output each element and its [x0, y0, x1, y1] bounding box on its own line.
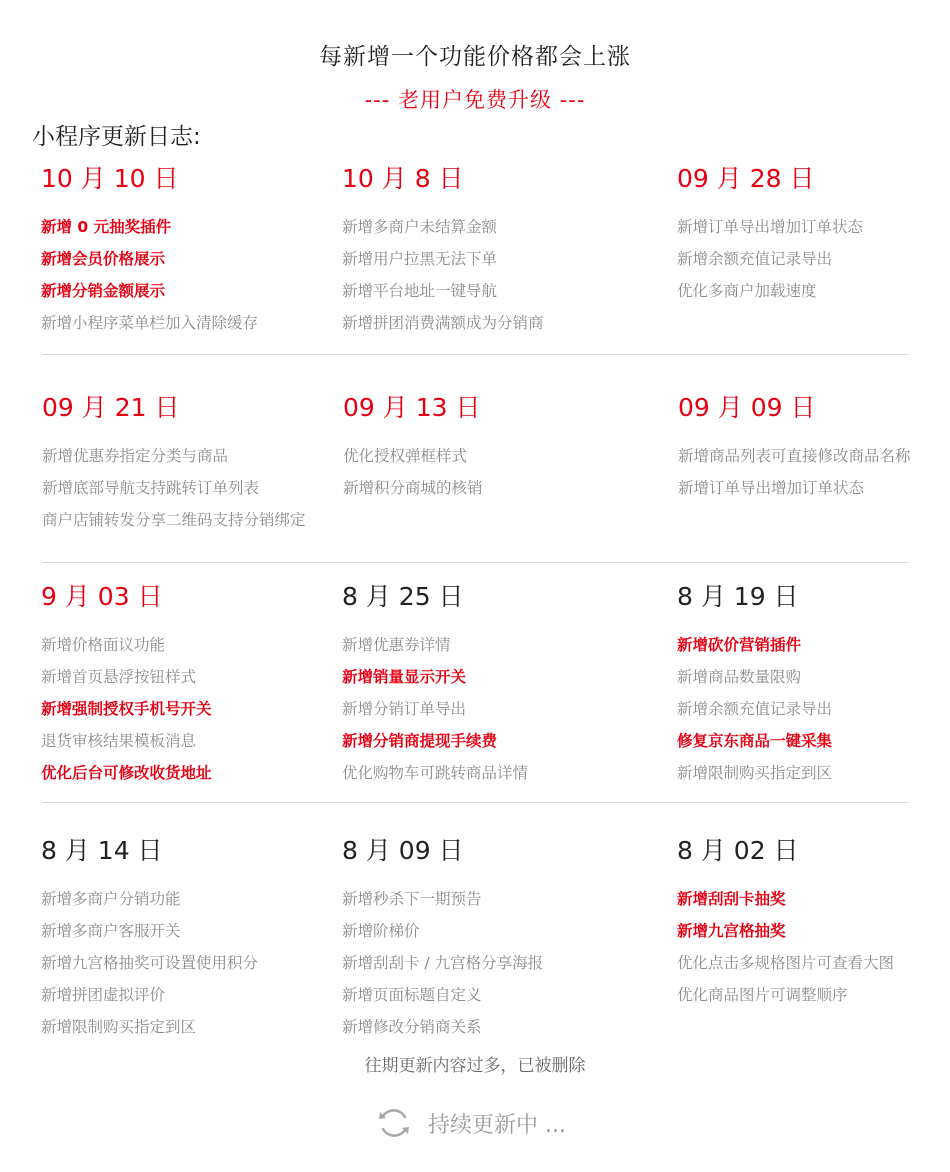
ongoing-status	[376, 1103, 566, 1143]
update-item: 新增订单导出增加订单状态	[677, 218, 864, 236]
date-heading: 09 月 09 日	[678, 393, 816, 422]
headline: 每新增一个功能价格都会上涨	[319, 44, 631, 70]
date-heading: 8 月 25 日	[342, 582, 464, 611]
update-column	[677, 836, 894, 1011]
update-column	[42, 393, 306, 536]
ongoing-label: 持续更新中 ...	[428, 1112, 566, 1138]
update-item: 新增会员价格展示	[41, 250, 166, 268]
update-list	[41, 629, 212, 789]
update-column	[41, 582, 212, 789]
update-column	[677, 582, 832, 789]
update-item: 新增强制授权手机号开关	[41, 700, 212, 718]
update-item: 新增余额充值记录导出	[677, 700, 833, 718]
update-item: 新增刮刮卡 / 九宫格分享海报	[342, 954, 544, 972]
update-item: 新增多商户分销功能	[41, 890, 181, 908]
update-item: 优化点击多规格图片可查看大图	[677, 954, 895, 972]
update-item: 优化授权弹框样式	[343, 447, 468, 465]
date-heading: 09 月 28 日	[677, 164, 815, 193]
update-item: 退货审核结果模板消息	[41, 732, 197, 750]
update-list	[41, 211, 258, 339]
update-list	[342, 211, 544, 339]
update-item: 新增首页悬浮按钮样式	[41, 668, 197, 686]
update-item: 新增九宫格抽奖可设置使用积分	[41, 954, 259, 972]
update-list	[342, 883, 543, 1043]
update-item: 新增余额充值记录导出	[677, 250, 833, 268]
update-item: 优化后台可修改收货地址	[41, 764, 212, 782]
update-item: 新增优惠券指定分类与商品	[42, 447, 229, 465]
update-list	[677, 211, 863, 307]
update-column	[41, 164, 258, 339]
section-divider	[42, 562, 908, 563]
subline: --- 老用户免费升级 ---	[364, 88, 586, 112]
update-item: 新增平台地址一键导航	[342, 282, 498, 300]
update-item: 新增多商户客服开关	[41, 922, 181, 940]
update-column	[342, 164, 544, 339]
date-heading: 8 月 19 日	[677, 582, 799, 611]
update-column	[342, 582, 528, 789]
update-item: 商户店铺转发分享二维码支持分销绑定	[42, 511, 306, 529]
date-heading: 09 月 13 日	[343, 393, 481, 422]
update-column	[41, 836, 258, 1043]
update-item: 新增积分商城的核销	[343, 479, 483, 497]
update-item: 新增拼团消费满额成为分销商	[342, 314, 544, 332]
footer-note: 往期更新内容过多，已被删除	[364, 1056, 586, 1076]
update-list	[677, 883, 894, 1011]
update-item: 新增秒杀下一期预告	[342, 890, 482, 908]
update-column	[342, 836, 543, 1043]
update-column	[678, 393, 911, 504]
update-item: 新增商品数量限购	[677, 668, 802, 686]
update-item: 新增分销金额展示	[41, 282, 166, 300]
update-column	[343, 393, 483, 504]
update-item: 新增砍价营销插件	[677, 636, 802, 654]
update-item: 新增拼团虚拟评价	[41, 986, 166, 1004]
update-item: 新增分销订单导出	[342, 700, 467, 718]
update-item: 新增优惠券详情	[342, 636, 451, 654]
update-item: 新增 0 元抽奖插件	[41, 218, 172, 236]
refresh-icon	[376, 1105, 412, 1141]
date-heading: 10 月 8 日	[342, 164, 464, 193]
update-column	[677, 164, 863, 307]
update-item: 新增限制购买指定到区	[677, 764, 833, 782]
update-item: 新增底部导航支持跳转订单列表	[42, 479, 260, 497]
update-item: 新增订单导出增加订单状态	[678, 479, 865, 497]
log-title: 小程序更新日志:	[32, 124, 201, 150]
update-list	[41, 883, 258, 1043]
update-item: 新增页面标题自定义	[342, 986, 482, 1004]
date-heading: 10 月 10 日	[41, 164, 179, 193]
update-item: 修复京东商品一键采集	[677, 732, 833, 750]
update-item: 新增销量显示开关	[342, 668, 467, 686]
update-item: 新增小程序菜单栏加入清除缓存	[41, 314, 259, 332]
update-list	[42, 440, 306, 536]
update-item: 新增限制购买指定到区	[41, 1018, 197, 1036]
update-item: 新增刮刮卡抽奖	[677, 890, 786, 908]
date-heading: 09 月 21 日	[42, 393, 180, 422]
update-list	[342, 629, 528, 789]
update-list	[343, 440, 483, 504]
update-item: 新增九宫格抽奖	[677, 922, 786, 940]
update-item: 优化商品图片可调整顺序	[677, 986, 848, 1004]
date-heading: 8 月 14 日	[41, 836, 163, 865]
update-item: 优化购物车可跳转商品详情	[342, 764, 529, 782]
update-item: 新增多商户未结算金额	[342, 218, 498, 236]
update-item: 新增修改分销商关系	[342, 1018, 482, 1036]
date-heading: 8 月 09 日	[342, 836, 464, 865]
update-item: 新增阶梯价	[342, 922, 420, 940]
update-list	[677, 629, 832, 789]
update-item: 新增用户拉黑无法下单	[342, 250, 498, 268]
update-item: 优化多商户加载速度	[677, 282, 817, 300]
date-heading: 8 月 02 日	[677, 836, 799, 865]
date-heading: 9 月 03 日	[41, 582, 163, 611]
section-divider	[42, 354, 908, 355]
update-item: 新增分销商提现手续费	[342, 732, 498, 750]
update-list	[678, 440, 911, 504]
section-divider	[42, 802, 908, 803]
update-item: 新增价格面议功能	[41, 636, 166, 654]
update-item: 新增商品列表可直接修改商品名称	[678, 447, 911, 465]
